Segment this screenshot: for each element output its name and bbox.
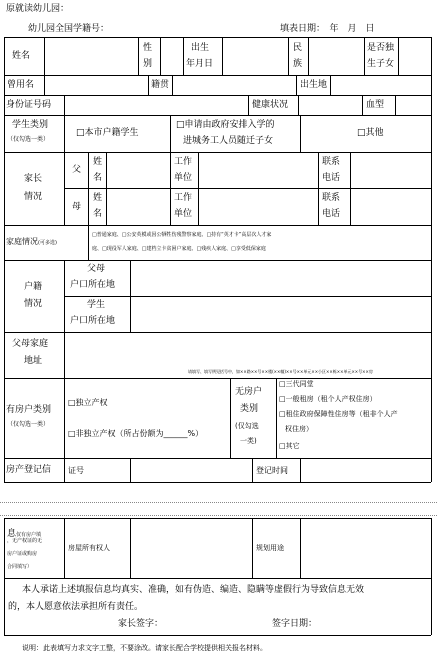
mother-name-label-1: 姓 <box>93 193 103 203</box>
no-house-opt-3a[interactable]: □租住政府保障性住房等（租非个人产 <box>279 410 398 418</box>
mother-label: 母 <box>72 202 82 212</box>
reg-time-label: 登记时间 <box>256 466 288 475</box>
blood-type-label: 血型 <box>366 100 385 110</box>
no-house-opt-1[interactable]: □三代同堂 <box>279 380 314 388</box>
family-hint: (可多选) <box>38 240 57 246</box>
usage-label: 规划用途 <box>256 544 284 552</box>
mother-phone-label-1: 联系 <box>322 193 341 203</box>
name-label: 姓名 <box>12 51 31 61</box>
health-label: 健康状况 <box>252 100 289 110</box>
no-house-label-2: 类别 <box>240 404 259 414</box>
id-number-label: 身份证号码 <box>6 100 52 110</box>
mother-name-label-2: 名 <box>93 209 103 219</box>
only-child-label-1: 是否独 <box>367 43 395 53</box>
father-name-label-1: 姓 <box>93 157 103 167</box>
father-huji-2: 户口所在地 <box>70 280 116 290</box>
cert-number-label: 证号 <box>68 466 84 475</box>
family-options-1[interactable]: □普通家庭、□公安英模或因公牺牲伤残警察家庭、□持有“英才卡”高层次人才家 <box>92 232 272 238</box>
only-child-label-2: 生子女 <box>367 59 395 69</box>
student-id-label: 幼儿园全国学籍号： <box>28 24 110 34</box>
student-type-label: 学生类别 <box>12 120 49 130</box>
birth-label-1: 出生 <box>191 43 210 53</box>
fill-date-label: 填表日期： 年 月 日 <box>280 24 375 34</box>
father-work-label-2: 单位 <box>174 173 193 183</box>
student-type-hint: （仅勾选一类） <box>7 136 50 143</box>
former-name-label: 曾用名 <box>7 80 35 90</box>
student-type-migrant-2: 进城务工人员随迁子女 <box>183 136 274 146</box>
housing-opt-independent[interactable]: □独立产权 <box>68 398 108 407</box>
father-phone-label-1: 联系 <box>322 157 341 167</box>
parents-label-2: 情况 <box>24 192 43 202</box>
parents-label-1: 家长 <box>24 174 43 184</box>
housing-label: 有房户类别 <box>6 405 52 415</box>
no-house-opt-3b: 权住房） <box>285 425 313 433</box>
gender-label-1: 性 <box>143 43 153 53</box>
kindergarten-label: 原就读幼儿园： <box>6 4 70 14</box>
declaration-line-1: 本人承诺上述填报信息均真实、准确，如有伪造、编造、隐瞒等虚假行为导致信息无效 <box>22 585 365 595</box>
property-label: 房产登记信 <box>6 465 52 475</box>
side-line-5: 合同填写） <box>7 564 33 570</box>
student-type-migrant-1[interactable]: □申请由政府安排入学的 <box>176 120 275 130</box>
father-huji-1: 父母 <box>87 264 106 274</box>
father-label: 父 <box>72 165 82 175</box>
declaration-line-2: 的，本人愿意依法承担所有责任。 <box>8 602 144 612</box>
housing-hint: （仅勾选一类） <box>7 421 50 428</box>
parent-signature-label: 家长签字： <box>118 619 164 629</box>
side-line-1: 息 <box>7 529 17 539</box>
side-line-4: 房户证或购房 <box>7 551 38 557</box>
sign-date-label: 签字日期： <box>272 619 318 629</box>
housing-opt-shared[interactable]: □非独立产权（所占份额为______%） <box>68 429 204 438</box>
birth-label-2: 年月日 <box>186 59 214 69</box>
student-huji-1: 学生 <box>87 300 106 310</box>
no-house-opt-4[interactable]: □其它 <box>279 442 300 450</box>
no-house-label-4: 一类) <box>240 437 257 445</box>
footer-note: 说明：此表填写力求文字工整，不要涂改。请家长配合学校提供相关报名材料。 <box>22 644 267 652</box>
no-house-label-3: (仅勾选 <box>235 422 259 430</box>
family-label <box>6 238 57 246</box>
address-label-2: 地址 <box>24 356 43 366</box>
no-house-opt-2[interactable]: □一般租房（租个人产权住房） <box>279 395 377 403</box>
ethnic-label-2: 族 <box>293 59 303 69</box>
side-line-2: 仅有房户填 <box>16 532 42 538</box>
ethnic-label-1: 民 <box>293 43 303 53</box>
father-phone-label-2: 电话 <box>322 173 341 183</box>
gender-label-2: 别 <box>143 59 153 69</box>
mother-work-label-1: 工作 <box>174 193 193 203</box>
huji-label-2: 情况 <box>24 299 43 309</box>
property-info-side <box>7 523 41 539</box>
no-house-label-1: 无房户 <box>235 387 263 397</box>
owner-label: 房屋所有权人 <box>68 544 110 552</box>
huji-label-1: 户籍 <box>24 282 43 292</box>
student-huji-2: 户口所在地 <box>70 316 116 326</box>
mother-phone-label-2: 电话 <box>322 209 341 219</box>
student-type-other[interactable]: □其他 <box>357 128 384 138</box>
side-line-3: ，无产权证的无 <box>7 538 43 544</box>
hometown-label: 籍贯 <box>151 80 170 90</box>
address-note: 请填写、填写例见括号中，如××路××号××楼(××幢)××号××单元××小区××栋××单元××号××房 <box>188 369 373 374</box>
family-label-text: 家庭情况 <box>6 237 38 246</box>
student-type-local[interactable]: □本市户籍学生 <box>76 128 139 138</box>
birthplace-label: 出生地 <box>300 80 328 90</box>
family-options-2[interactable]: 庭、□现役军人家庭、□建档立卡贫困户家庭、□残疾人家庭、□享受低保家庭 <box>92 246 266 252</box>
father-name-label-2: 名 <box>93 173 103 183</box>
address-label-1: 父母家庭 <box>12 339 49 349</box>
father-work-label-1: 工作 <box>174 157 193 167</box>
mother-work-label-2: 单位 <box>174 209 193 219</box>
